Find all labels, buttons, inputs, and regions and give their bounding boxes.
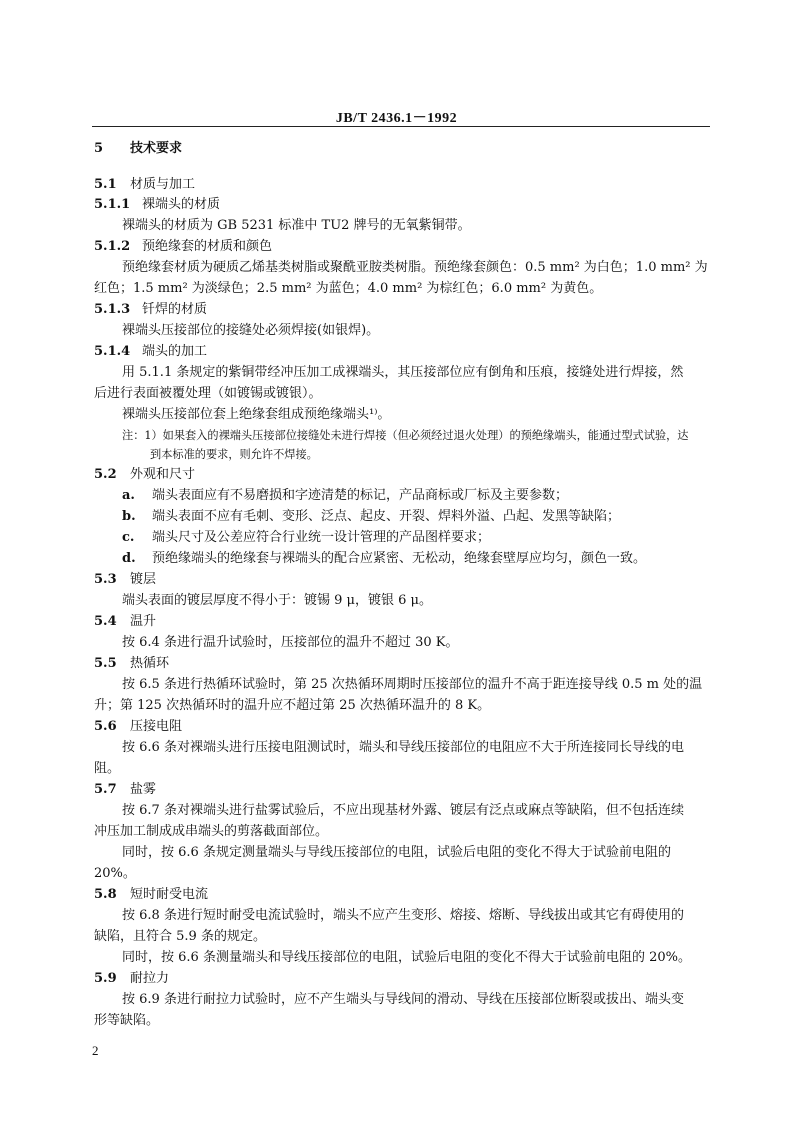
section-number: 5.6 xyxy=(94,719,117,734)
paragraph: 按 6.5 条进行热循环试验时，第 25 次热循环周期时压接部位的温升不高于距连接导线 0.5 m 处的温 xyxy=(122,677,703,692)
list-marker: c. xyxy=(122,530,135,545)
section-title: 预绝缘套的材质和颜色 xyxy=(142,239,273,254)
section-5-1-1-heading xyxy=(94,196,220,214)
paragraph: 用 5.1.1 条规定的紫铜带经冲压加工成裸端头，其压接部位应有倒角和压痕，接缝处进行焊接，然 xyxy=(122,365,684,380)
section-title: 热循环 xyxy=(130,656,170,671)
section-number: 5.1.4 xyxy=(94,344,131,359)
list-marker: a. xyxy=(122,488,135,503)
list-item-text: 预绝缘端头的绝缘套与裸端头的配合应紧密、无松动，绝缘套壁厚应均匀，颜色一致。 xyxy=(152,551,647,566)
section-5-1-3-heading xyxy=(94,301,207,319)
paragraph: 同时，按 6.6 条规定测量端头与导线压接部位的电阻，试验后电阻的变化不得大于试验前电阻的 xyxy=(122,845,671,860)
paragraph: 按 6.6 条对裸端头进行压接电阻测试时，端头和导线压接部位的电阻应不大于所连接同长导线的电 xyxy=(122,740,684,755)
paragraph-continuation: 后进行表面被覆处理（如镀锡或镀银）。 xyxy=(94,386,322,401)
section-number: 5.4 xyxy=(94,614,117,629)
section-number: 5 xyxy=(94,141,104,156)
paragraph-continuation: 冲压加工制成成串端头的剪落截面部位。 xyxy=(94,824,329,839)
paragraph: 按 6.9 条进行耐拉力试验时，应不产生端头与导线间的滑动、导线在压接部位断裂或拔出、端头变 xyxy=(122,992,684,1007)
section-5-9-heading xyxy=(94,970,169,988)
paragraph: 按 6.4 条进行温升试验时，压接部位的温升不超过 30 K。 xyxy=(122,635,459,650)
section-number: 5.5 xyxy=(94,656,117,671)
paragraph: 端头表面的镀层厚度不得小于：镀锡 9 μ，镀银 6 μ。 xyxy=(122,593,432,608)
section-title: 短时耐受电流 xyxy=(130,887,209,902)
section-5-1-heading xyxy=(94,176,195,194)
paragraph-continuation: 20%。 xyxy=(94,866,136,881)
section-5-heading xyxy=(94,140,182,158)
paragraph: 裸端头压接部位套上绝缘套组成预绝缘端头¹⁾。 xyxy=(122,407,391,422)
page-number: 2 xyxy=(92,1043,99,1058)
section-number: 5.1.2 xyxy=(94,239,131,254)
section-title: 材质与加工 xyxy=(130,177,196,192)
section-5-4-heading xyxy=(94,613,156,631)
paragraph-continuation: 缺陷，且符合 5.9 条的规定。 xyxy=(94,929,266,944)
paragraph-continuation: 阻。 xyxy=(94,761,121,776)
paragraph: 同时，按 6.6 条测量端头和导线压接部位的电阻，试验后电阻的变化不得大于试验前电阻的 20%。 xyxy=(122,950,691,965)
section-number: 5.1.3 xyxy=(94,302,131,317)
footnote-continuation: 到本标准的要求，则允许不焊接。 xyxy=(150,448,318,461)
list-item xyxy=(122,487,568,505)
section-5-1-2-heading xyxy=(94,238,272,256)
list-item-text: 端头表面不应有毛刺、变形、泛点、起皮、开裂、焊料外溢、凸起、发黑等缺陷； xyxy=(152,509,621,524)
section-title: 技术要求 xyxy=(130,141,183,156)
section-number: 5.1 xyxy=(94,177,117,192)
section-5-1-4-heading xyxy=(94,343,207,361)
list-item xyxy=(122,529,490,547)
footnote: 注：1）如果套入的裸端头压接部位接缝处未进行焊接（但必须经过退火处理）的预绝缘端头，能通过型式试验，达 xyxy=(122,429,689,442)
section-title: 裸端头的材质 xyxy=(142,197,221,212)
section-title: 端头的加工 xyxy=(142,344,208,359)
paragraph: 预绝缘套材质为硬质乙烯基类树脂或聚酰亚胺类树脂。预绝缘套颜色：0.5 mm² 为白色；1.0 mm² 为 xyxy=(122,260,708,275)
section-5-3-heading xyxy=(94,571,156,589)
section-number: 5.3 xyxy=(94,572,117,587)
section-title: 盐雾 xyxy=(130,782,157,797)
section-number: 5.9 xyxy=(94,971,117,986)
section-title: 压接电阻 xyxy=(130,719,183,734)
section-number: 5.8 xyxy=(94,887,117,902)
section-number: 5.2 xyxy=(94,467,117,482)
list-item xyxy=(122,508,620,526)
section-5-2-heading xyxy=(94,466,195,484)
paragraph: 裸端头的材质为 GB 5231 标准中 TU2 牌号的无氧紫铜带。 xyxy=(122,218,471,233)
section-5-5-heading xyxy=(94,655,169,673)
section-title: 外观和尺寸 xyxy=(130,467,196,482)
section-5-6-heading xyxy=(94,718,182,736)
list-marker: d. xyxy=(122,551,136,566)
section-5-8-heading xyxy=(94,886,208,904)
paragraph-continuation: 红色；1.5 mm² 为淡绿色；2.5 mm² 为蓝色；4.0 mm² 为棕红色；6.0 mm² 为黄色。 xyxy=(94,281,603,296)
section-5-7-heading xyxy=(94,781,156,799)
section-title: 耐拉力 xyxy=(130,971,170,986)
list-item-text: 端头表面应有不易磨损和字迹清楚的标记，产品商标或厂标及主要参数； xyxy=(152,488,569,503)
section-title: 镀层 xyxy=(130,572,157,587)
section-number: 5.7 xyxy=(94,782,117,797)
list-marker: b. xyxy=(122,509,136,524)
list-item xyxy=(122,550,646,568)
section-number: 5.1.1 xyxy=(94,197,131,212)
list-item-text: 端头尺寸及公差应符合行业统一设计管理的产品图样要求； xyxy=(152,530,491,545)
paragraph-continuation: 升；第 125 次热循环时的温升应不超过第 25 次热循环温升的 8 K。 xyxy=(94,698,491,713)
paragraph: 按 6.7 条对裸端头进行盐雾试验后，不应出现基材外露、镀层有泛点或麻点等缺陷，但不包括连续 xyxy=(122,803,684,818)
section-title: 钎焊的材质 xyxy=(142,302,208,317)
paragraph: 裸端头压接部位的接缝处必须焊接(如银焊)。 xyxy=(122,323,380,338)
standard-number-header: JB/T 2436.1－1992 xyxy=(335,111,458,126)
section-title: 温升 xyxy=(130,614,157,629)
paragraph: 按 6.8 条进行短时耐受电流试验时，端头不应产生变形、熔接、熔断、导线拔出或其它有碍使用的 xyxy=(122,908,684,923)
header-rule xyxy=(92,126,710,127)
paragraph-continuation: 形等缺陷。 xyxy=(94,1013,160,1028)
